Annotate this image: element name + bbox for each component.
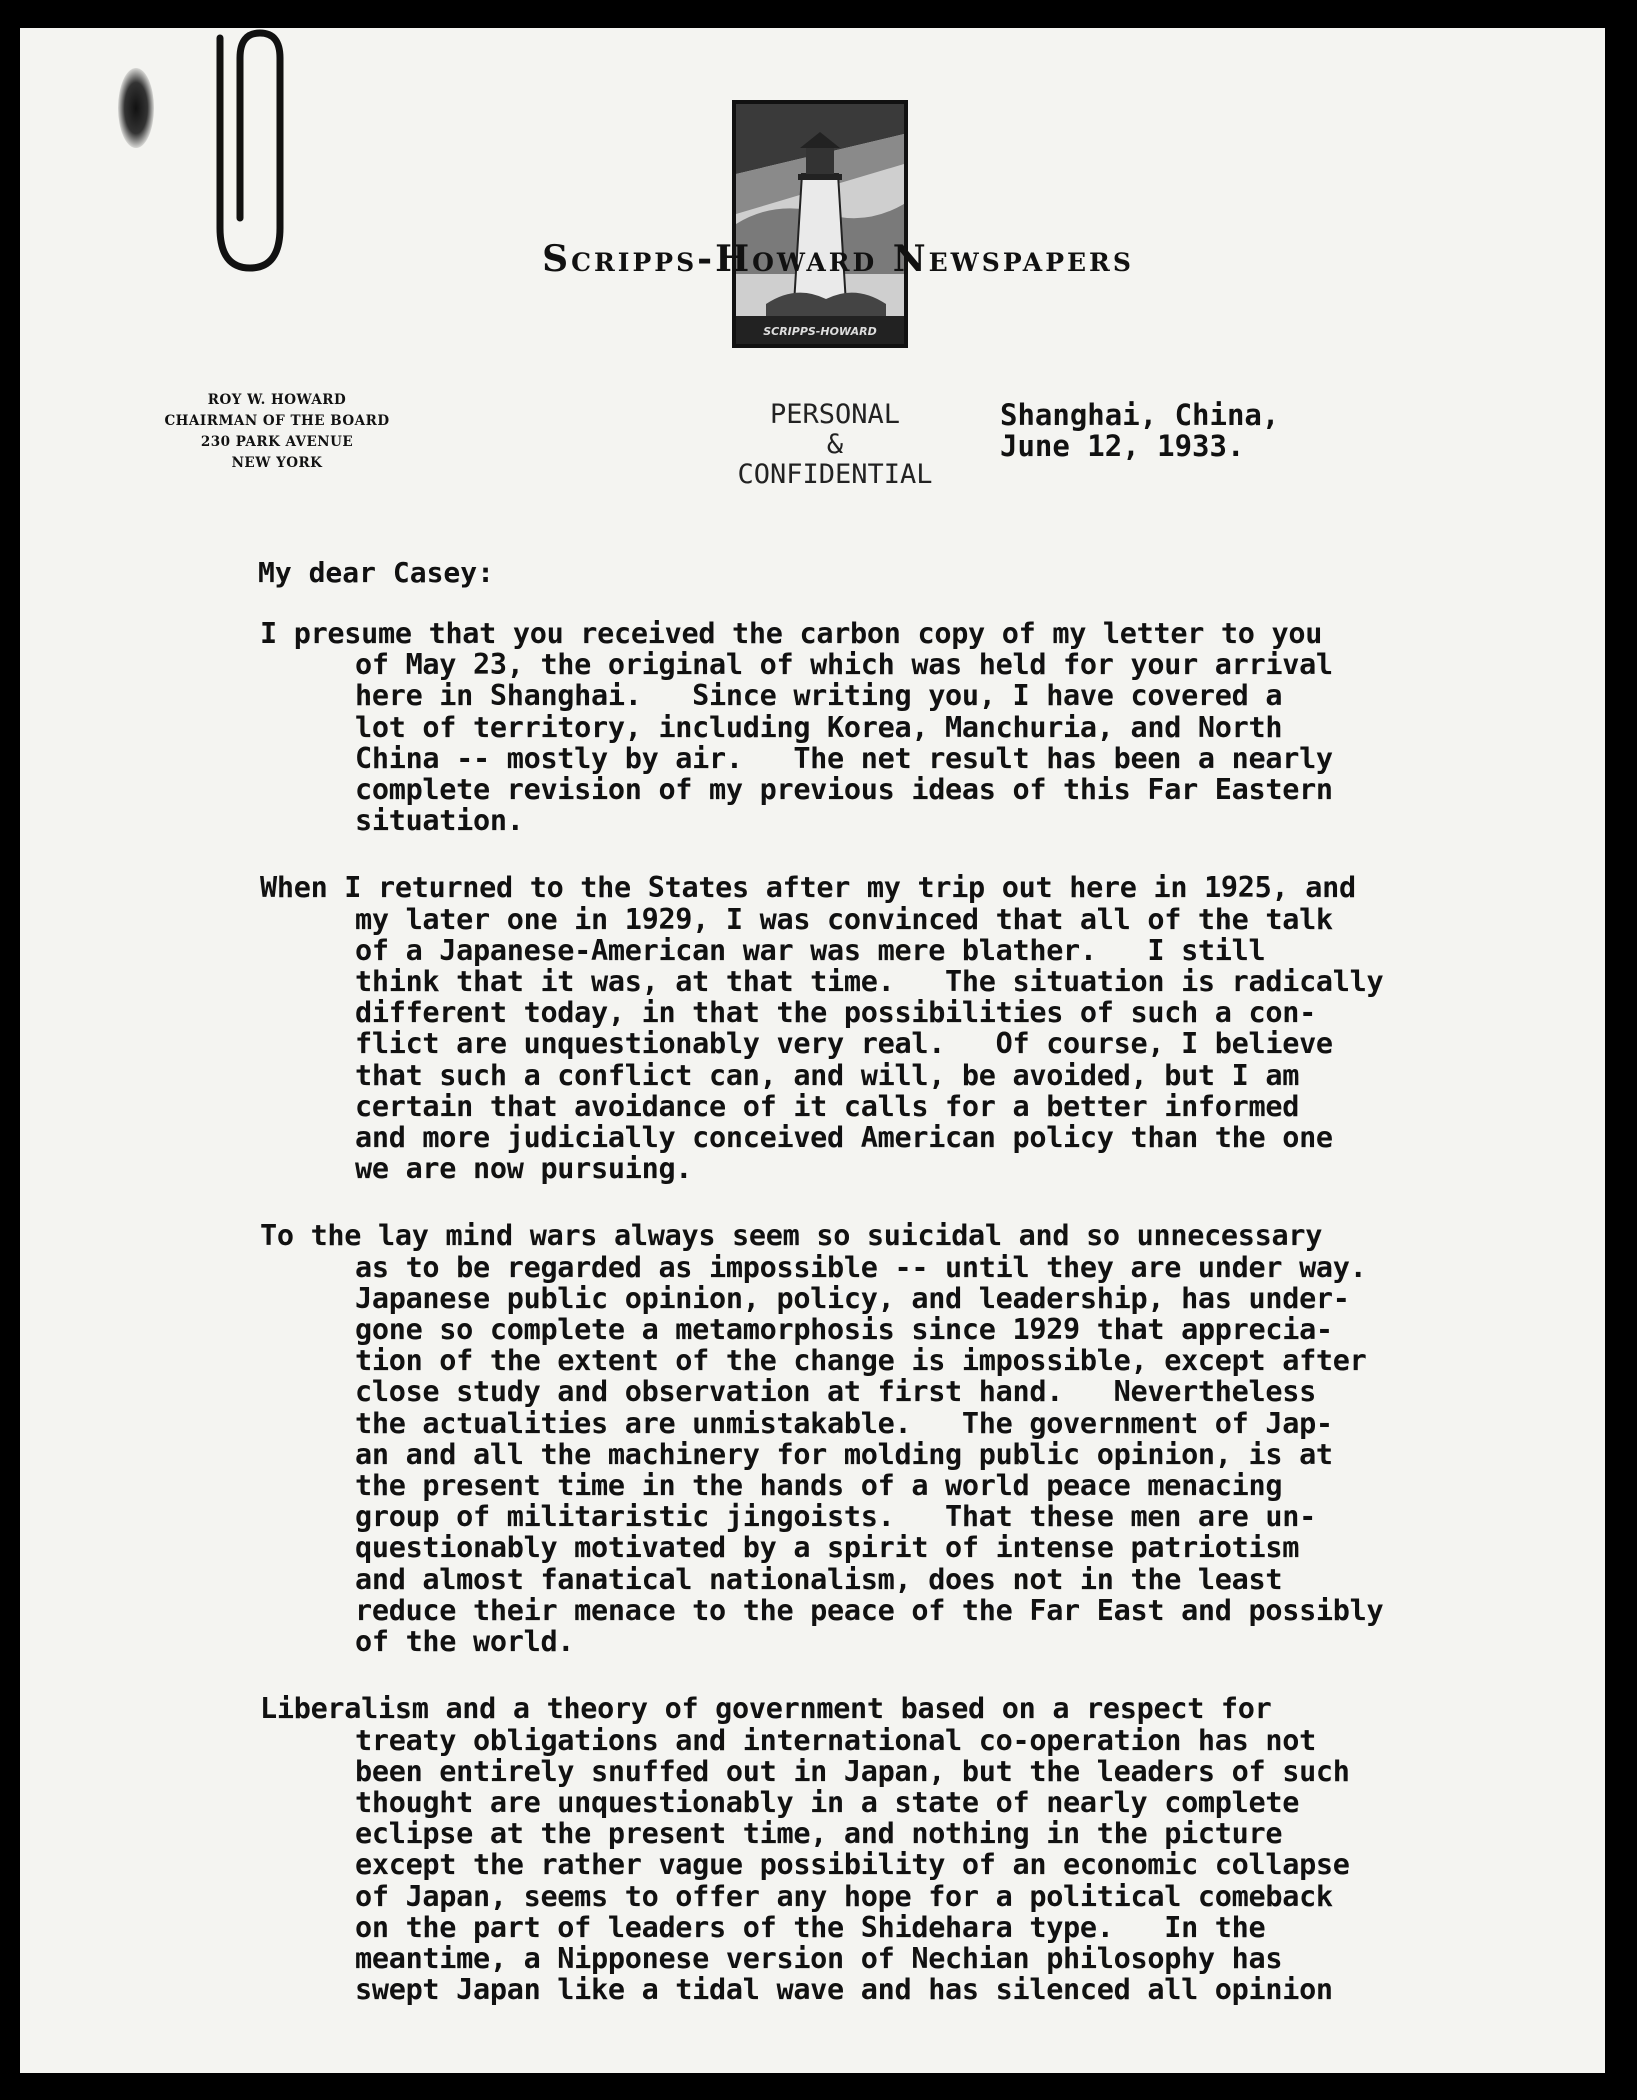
- paragraph-line: an and all the machinery for molding public opinion, is at: [355, 1437, 1333, 1471]
- paragraph-line: complete revision of my previous ideas of this Far Eastern: [355, 773, 1333, 807]
- paragraph-line: tion of the extent of the change is impossible, except after: [355, 1344, 1367, 1378]
- paragraph-line: swept Japan like a tidal wave and has silenced all opinion: [355, 1973, 1333, 2007]
- paragraph-line: reduce their menace to the peace of the Far East and possibly: [355, 1593, 1384, 1627]
- paragraph-line: think that it was, at that time. The situation is radically: [355, 965, 1384, 999]
- paragraph-line: thought are unquestionably in a state of nearly complete: [355, 1785, 1300, 1819]
- paragraph-line: lot of territory, including Korea, Manchuria, and North: [355, 710, 1283, 744]
- paragraph-line: certain that avoidance of it calls for a better informed: [355, 1089, 1300, 1123]
- sender-line: CHAIRMAN OF THE BOARD: [164, 413, 390, 429]
- paragraph-line: To the lay mind wars always seem so suicidal and so unnecessary: [260, 1219, 1323, 1253]
- confidential-marking: [700, 400, 970, 490]
- paragraph-line: of Japan, seems to offer any hope for a political comeback: [355, 1879, 1333, 1913]
- paragraph-line: China -- mostly by air. The net result has been a nearly: [355, 741, 1333, 775]
- paragraph-line: different today, in that the possibilities of such a con-: [355, 996, 1316, 1030]
- dateline-place: Shanghai, China,: [1000, 398, 1280, 432]
- paragraph-line: When I returned to the States after my trip out here in 1925, and: [260, 871, 1356, 905]
- paragraph-line: the actualities are unmistakable. The government of Jap-: [355, 1406, 1333, 1440]
- paragraph-line: questionably motivated by a spirit of intense patriotism: [355, 1531, 1300, 1565]
- lighthouse-logo: [732, 100, 908, 348]
- paragraph-line: as to be regarded as impossible -- until they are under way.: [355, 1250, 1367, 1284]
- paragraph: [260, 1220, 1500, 1657]
- paragraph-line: of a Japanese-American war was mere blather. I still: [355, 933, 1266, 967]
- paragraph: [260, 872, 1500, 1184]
- masthead-title: Scripps-Howard Newspapers: [542, 238, 1134, 280]
- paragraph-line: on the part of leaders of the Shidehara type. In the: [355, 1910, 1266, 1944]
- sender-block: [132, 390, 422, 474]
- paragraph-line: close study and observation at first hand. Nevertheless: [355, 1375, 1316, 1409]
- marking-line: &: [826, 429, 844, 460]
- letter-page: [20, 28, 1605, 2073]
- logo-caption: SCRIPPS-HOWARD: [763, 325, 877, 338]
- paperclip-icon: [180, 28, 300, 278]
- paragraph-line: and more judicially conceived American policy than the one: [355, 1121, 1333, 1155]
- dateline: [1000, 400, 1320, 462]
- paragraph-line: I presume that you received the carbon copy of my letter to you: [260, 617, 1323, 650]
- paragraph-line: the present time in the hands of a world peace menacing: [355, 1469, 1283, 1503]
- paragraph-line: here in Shanghai. Since writing you, I have covered a: [355, 679, 1283, 713]
- paragraph-line: my later one in 1929, I was convinced that all of the talk: [355, 902, 1333, 936]
- paragraph-line: except the rather vague possibility of an economic collapse: [355, 1848, 1350, 1882]
- salutation: My dear Casey:: [258, 556, 495, 589]
- marking-line: CONFIDENTIAL: [737, 459, 933, 490]
- paragraph: [260, 1693, 1500, 2005]
- paragraph-line: gone so complete a metamorphosis since 1929 that apprecia-: [355, 1313, 1333, 1347]
- marking-line: PERSONAL: [769, 399, 901, 430]
- paragraph-line: and almost fanatical nationalism, does not in the least: [355, 1562, 1283, 1596]
- paragraph-line: group of militaristic jingoists. That these men are un-: [355, 1500, 1316, 1534]
- paragraph-line: eclipse at the present time, and nothing in the picture: [355, 1817, 1283, 1851]
- paragraph: [260, 618, 1500, 836]
- paragraph-line: Japanese public opinion, policy, and leadership, has under-: [355, 1281, 1350, 1315]
- paragraph-line: of the world.: [355, 1625, 575, 1659]
- lighthouse-icon: [736, 104, 904, 344]
- paragraph-line: meantime, a Nipponese version of Nechian philosophy has: [355, 1941, 1283, 1975]
- ink-stain: [118, 68, 154, 148]
- sender-line: ROY W. HOWARD: [207, 392, 347, 408]
- paragraph-line: of May 23, the original of which was held for your arrival: [355, 648, 1333, 682]
- paragraph-line: Liberalism and a theory of government based on a respect for: [260, 1692, 1272, 1726]
- paragraph-line: situation.: [355, 804, 524, 838]
- sender-line: 230 PARK AVENUE: [200, 434, 354, 450]
- paragraph-line: treaty obligations and international co-operation has not: [355, 1723, 1316, 1757]
- letter-body: [260, 618, 1500, 2041]
- sender-line: NEW YORK: [231, 455, 323, 471]
- paragraph-line: that such a conflict can, and will, be avoided, but I am: [355, 1058, 1300, 1092]
- paragraph-line: been entirely snuffed out in Japan, but the leaders of such: [355, 1754, 1350, 1788]
- paragraph-line: flict are unquestionably very real. Of course, I believe: [355, 1027, 1333, 1061]
- paragraph-line: we are now pursuing.: [355, 1152, 693, 1186]
- dateline-date: June 12, 1933.: [1000, 429, 1245, 463]
